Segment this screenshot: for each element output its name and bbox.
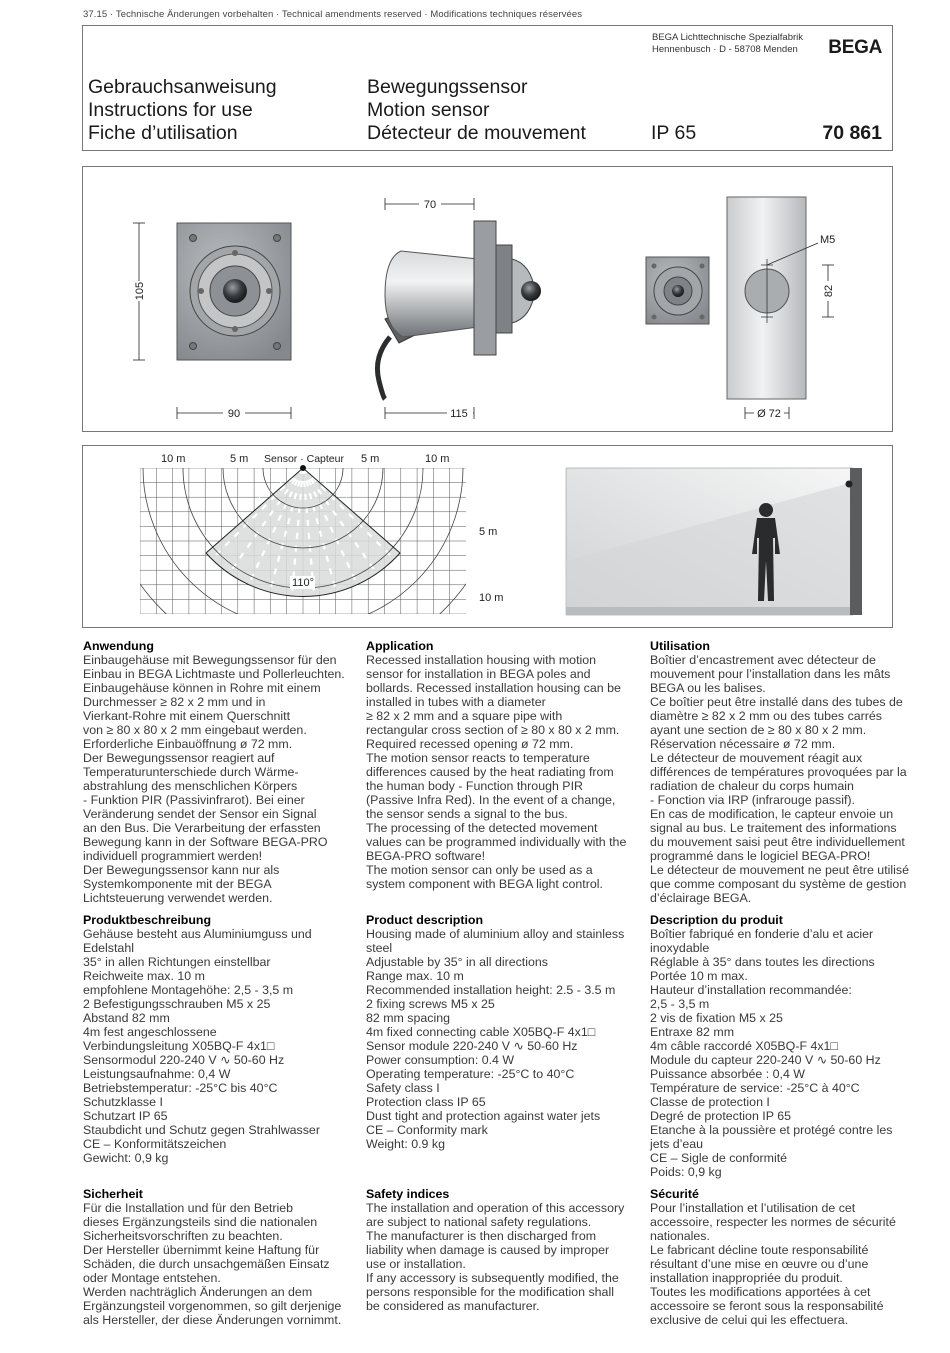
product-name-en: Motion sensor <box>367 99 490 121</box>
label-5m-side: 5 m <box>479 526 498 538</box>
product-name <box>367 76 586 145</box>
label-5m-right: 5 m <box>361 453 380 465</box>
label-5m-left: 5 m <box>230 453 249 465</box>
label-10m-left: 10 m <box>161 453 186 465</box>
document-type <box>88 76 277 145</box>
heading: Sécurité <box>650 1187 699 1201</box>
front-view <box>133 223 291 420</box>
product-name-fr: Détecteur de mouvement <box>367 122 586 144</box>
flange <box>474 221 496 355</box>
doctype-fr: Fiche d’utilisation <box>88 122 238 144</box>
section-application <box>366 639 644 891</box>
side-view-scene <box>566 468 862 615</box>
dim-spacing: 82 <box>823 284 835 298</box>
range-grid <box>103 446 503 627</box>
heading: Sicherheit <box>83 1187 143 1201</box>
section-utilisation <box>650 639 928 905</box>
label-10m-right: 10 m <box>425 453 450 465</box>
doctype-de: Gebrauchsanweisung <box>88 76 277 98</box>
heading: Product description <box>366 913 484 927</box>
section-anwendung <box>83 639 361 905</box>
column-french <box>650 639 928 1339</box>
heading: Anwendung <box>83 639 154 653</box>
heading: Produktbeschreibung <box>83 913 212 927</box>
body-text: The installation and operation of this accessory are subject to national safety regulations. The manufacturer is then discharged from liability when damage is caused by improper use or installation. If any accessory is subsequently modified, the persons responsible for the modification shall be considered as manufacturer. <box>366 1201 625 1313</box>
body-text: Gehäuse besteht aus Aluminiumguss und Edelstahl 35° in allen Richtungen einstellbar Reichweite max. 10 m empfohlene Montagehöhe: 2,5 - 3,5 m 2 Befestigungsschrauben M5 x 25 Abstand 82 mm 4m fest angeschlossene Verbindungsleitung X05BQ-F 4x1□ Sensormodul 220-240 V ∿ 50-60 Hz Leistungsaufnahme: 0,4 W Betriebstemperatur: -25°C bis 40°C Schutzklasse I Schutzart IP 65 Staubdicht und Schutz gegen Strahlwasser CE – Konformitätszeichen Gewicht: 0,9 kg <box>83 927 320 1165</box>
revision-note: 37.15 · Technische Änderungen vorbehalten · Technical amendments reserved · Modifications techniques réservées <box>83 9 583 20</box>
heading: Utilisation <box>650 639 710 653</box>
brand-logo: BEGA <box>828 37 882 58</box>
section-securite <box>650 1187 928 1327</box>
dim-height: 105 <box>134 281 146 301</box>
dim-opening: Ø 72 <box>757 408 781 420</box>
body-text: Recessed installation housing with motion sensor for installation in BEGA poles and bollards. Recessed installation housing can be installed in tubes with a diameter ≥ 82 x 2 mm and a square pipe with rectangular cross section of ≥ 80 x 80 x 2 mm. Required recessed opening ø 72 mm. The motion sensor reacts to temperature differences caused by the heat radiating from the human body - Function through PIR (Passive Infra Red). In the event of a change, the sensor sends a signal to the bus. The processing of the detected movement values can be programmed individually with the BEGA-PRO software! The motion sensor can only be used as a system component with BEGA light control. <box>366 653 627 891</box>
sensor-on-pole <box>846 481 853 488</box>
dim-depth: 70 <box>423 199 437 211</box>
connection-cable <box>377 337 390 399</box>
heading: Safety indices <box>366 1187 450 1201</box>
dimension-drawing-panel <box>82 166 893 432</box>
body-text: Boîtier d’encastrement avec détecteur de mouvement pour l’installation dans les mâts BEGA ou les balises. Ce boîtier peut être installé dans des tubes de diamètre ≥ 82 x 2 mm ou des tubes carrés ayant une section de ≥ 80 x 80 x 2 mm. Réservation nécessaire ø 72 mm. Le détecteur de mouvement réagit aux différences de températures provoquées par la radiation de chaleur du corps humain - Fonction via IRP (infrarouge passif). En cas de modification, le capteur envoie un signal au bus. Le traitement des informations du mouvement saisi peut être individuellement programmé dans le logiciel BEGA-PRO! Le détecteur de mouvement ne peut être utilisé que comme composant du système de gestion d’éclairage BEGA. <box>650 653 909 905</box>
side-view <box>377 197 541 420</box>
body-text: Housing made of aluminium alloy and stainless steel Adjustable by 35° in all directions Range max. 10 m Recommended installation height: 2.5 - 3.5 m 2 fixing screws M5 x 25 82 mm spacing 4m fixed connecting cable X05BQ-F 4x1□ Sensor module 220-240 V ∿ 50-60 Hz Power consumption: 0.4 W Operating temperature: -25°C to 40°C Safety class I Protection class IP 65 Dust tight and protection against water jets CE – Conformity mark Weight: 0.9 kg <box>366 927 625 1151</box>
column-german <box>83 639 361 1339</box>
section-sicherheit <box>83 1187 361 1327</box>
section-safety <box>366 1187 644 1313</box>
sensor-lens <box>223 279 247 303</box>
product-name-de: Bewegungssensor <box>367 76 528 98</box>
section-produktbeschreibung <box>83 913 361 1165</box>
body-text: Für die Installation und für den Betrieb dieses Ergänzungsteils sind die nationalen Sicherheitsvorschriften zu beachten. Der Hersteller übernimmt keine Haftung für Schäden, die durch unsachgemäßen Einsatz oder Montage entstehen. Werden nachträglich Änderungen an dem Ergänzungsteil vorgenommen, so gilt derjenige als Hersteller, der diese Änderungen vornimmt. <box>83 1201 342 1327</box>
ip-rating: IP 65 <box>651 122 697 144</box>
heading: Description du produit <box>650 913 783 927</box>
pole-section <box>850 468 862 615</box>
detection-range-panel <box>82 445 893 628</box>
label-sensor: Sensor · Capteur <box>264 453 344 465</box>
screw-label: M5 <box>820 234 836 246</box>
sensor-housing <box>385 251 478 337</box>
dim-length: 115 <box>450 408 468 420</box>
pole-view <box>646 197 835 420</box>
sensor-point <box>300 465 306 471</box>
section-description-produit <box>650 913 928 1179</box>
article-number: 70 861 <box>822 122 882 144</box>
column-english <box>366 639 644 1339</box>
body-text: Boîtier fabriqué en fonderie d’alu et acier inoxydable Réglable à 35° dans toutes les directions Portée 10 m max. Hauteur d’installation recommandée: 2,5 - 3,5 m 2 vis de fixation M5 x 25 Entraxe 82 mm 4m câble raccordé X05BQ-F 4x1□ Module du capteur 220-240 V ∿ 50-60 Hz Puissance absorbée : 0,4 W Température de service: -25°C à 40°C Classe de protection I Degré de protection IP 65 Etanche à la poussière et protégé contre les jets d’eau CE – Sigle de conformité Poids: 0,9 kg <box>650 927 893 1179</box>
sensor-lens-side <box>521 281 541 301</box>
heading: Application <box>366 639 434 653</box>
angle-label: 110° <box>292 577 314 589</box>
company-line-1: BEGA Lichttechnische Spezialfabrik <box>652 32 804 43</box>
dimension-drawing <box>83 167 892 431</box>
label-10m-side: 10 m <box>479 592 504 604</box>
company-line-2: Hennenbusch · D - 58708 Menden <box>652 44 798 55</box>
doctype-en: Instructions for use <box>88 99 253 121</box>
section-product-description <box>366 913 644 1151</box>
company-address <box>652 32 803 56</box>
dim-width: 90 <box>227 408 241 420</box>
body-text: Pour l’installation et l’utilisation de cet accessoire, respecter les normes de sécurité nationales. Le fabricant décline toute responsabilité résultant d’une mise en œuvre ou d’une installation inappropriée du produit. Toutes les modifications apportées à cet accessoire se feront sous la responsabilité exclusive de celui qui les effectuera. <box>650 1201 896 1327</box>
body-text: Einbaugehäuse mit Bewegungssensor für den Einbau in BEGA Lichtmaste und Pollerleuchten. Einbaugehäuse können in Rohre mit einem Durchmesser ≥ 82 x 2 mm und in Vierkant-Rohre mit einem Querschnitt von ≥ 80 x 80 x 2 mm eingebaut werden. Erforderliche Einbauöffnung ø 72 mm. Der Bewegungssensor reagiert auf Temperaturunterschiede durch Wärme- abstrahlung des menschlichen Körpers - Funktion PIR (Passivinfrarot). Bei einer Veränderung sendet der Sensor ein Signal an den Bus. Die Verarbeitung der erfassten Bewegung kann in der Software BEGA-PRO individuell programmiert werden! Der Bewegungssensor kann nur als Systemkomponente mit der BEGA Lichtsteuerung verwendet werden. <box>83 653 345 905</box>
detection-range-diagram <box>83 446 892 627</box>
document-header <box>82 25 893 151</box>
